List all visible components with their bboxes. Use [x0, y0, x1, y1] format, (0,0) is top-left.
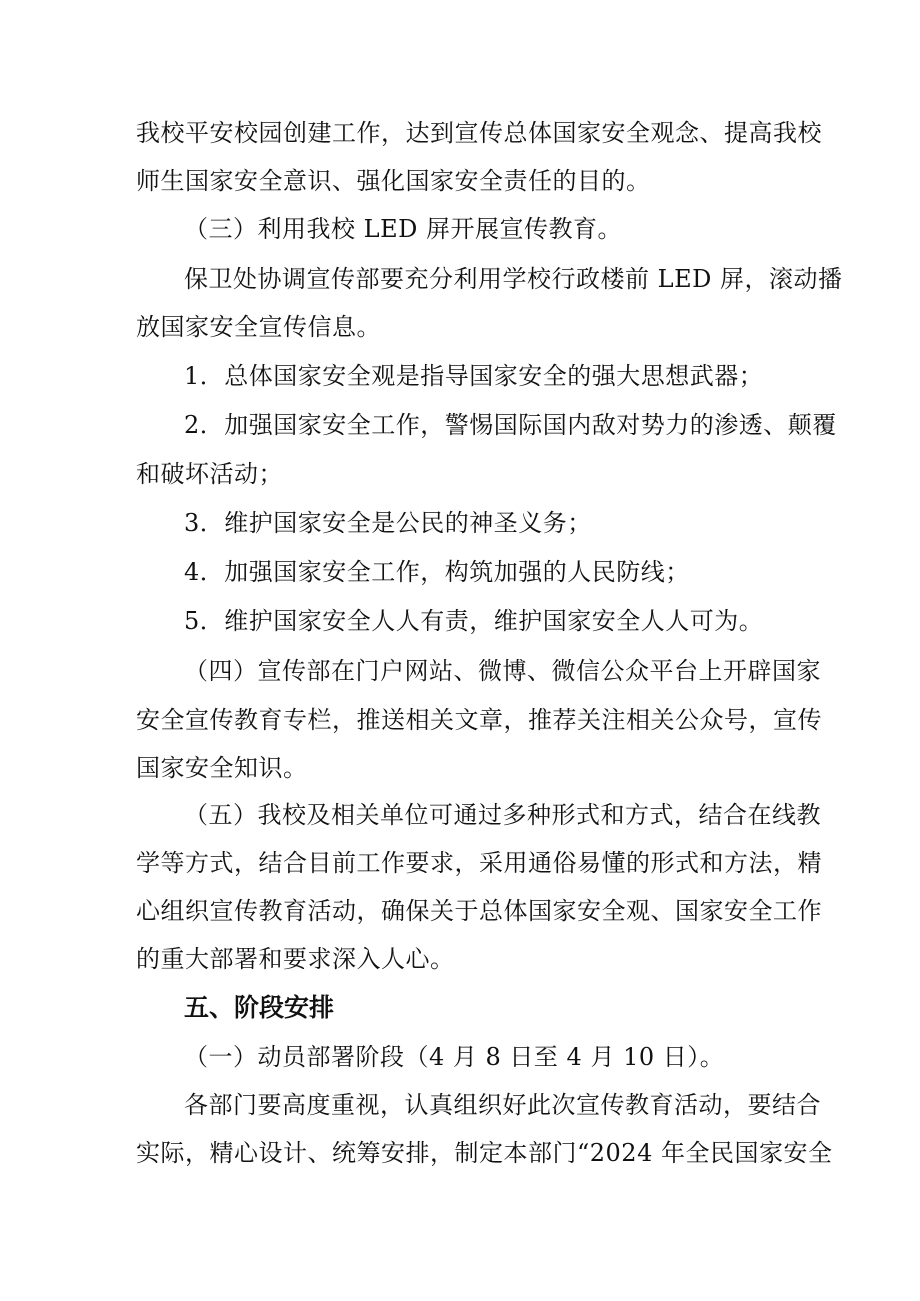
paragraph-line: 的重大部署和要求深入人心。 [136, 945, 455, 973]
section-heading: 五、阶段安排 [184, 993, 335, 1022]
paragraph-line: 我校平安校园创建工作，达到宣传总体国家安全观念、提高我校 [136, 119, 822, 147]
paragraph-line: 国家安全知识。 [136, 754, 308, 782]
list-item: 3．维护国家安全是公民的神圣义务； [184, 509, 592, 537]
paragraph-line: 各部门要高度重视，认真组织好此次宣传教育活动，要结合 [184, 1091, 821, 1119]
paragraph-line: 放国家安全宣传信息。 [136, 313, 381, 341]
list-item: 1．总体国家安全观是指导国家安全的强大思想武器； [184, 362, 764, 390]
subsection-heading: （一）动员部署阶段（4 月 8 日至 4 月 10 日）。 [184, 1043, 725, 1071]
paragraph-line: 保卫处协调宣传部要充分利用学校行政楼前 LED 屏，滚动播 [184, 265, 843, 293]
paragraph-line: 安全宣传教育专栏，推送相关文章，推荐关注相关公众号，宣传 [136, 706, 822, 734]
paragraph-line: （四）宣传部在门户网站、微博、微信公众平台上开辟国家 [184, 657, 821, 685]
paragraph-line: （五）我校及相关单位可通过多种形式和方式，结合在线教 [184, 801, 821, 829]
list-item: 5．维护国家安全人人有责，维护国家安全人人可为。 [184, 607, 764, 635]
list-item: 4．加强国家安全工作，构筑加强的人民防线； [184, 558, 690, 586]
list-item-continuation: 和破坏活动； [136, 460, 283, 488]
paragraph-line: 实际，精心设计、统筹安排，制定本部门“2024 年全民国家安全 [136, 1139, 833, 1167]
paragraph-line: 师生国家安全意识、强化国家安全责任的目的。 [136, 167, 651, 195]
paragraph-line: 学等方式，结合目前工作要求，采用通俗易懂的形式和方法，精 [136, 849, 822, 877]
list-item: 2．加强国家安全工作，警惕国际国内敌对势力的渗透、颠覆 [184, 411, 837, 439]
paragraph-line: 心组织宣传教育活动，确保关于总体国家安全观、国家安全工作 [136, 897, 822, 925]
subsection-heading: （三）利用我校 LED 屏开展宣传教育。 [184, 215, 622, 243]
